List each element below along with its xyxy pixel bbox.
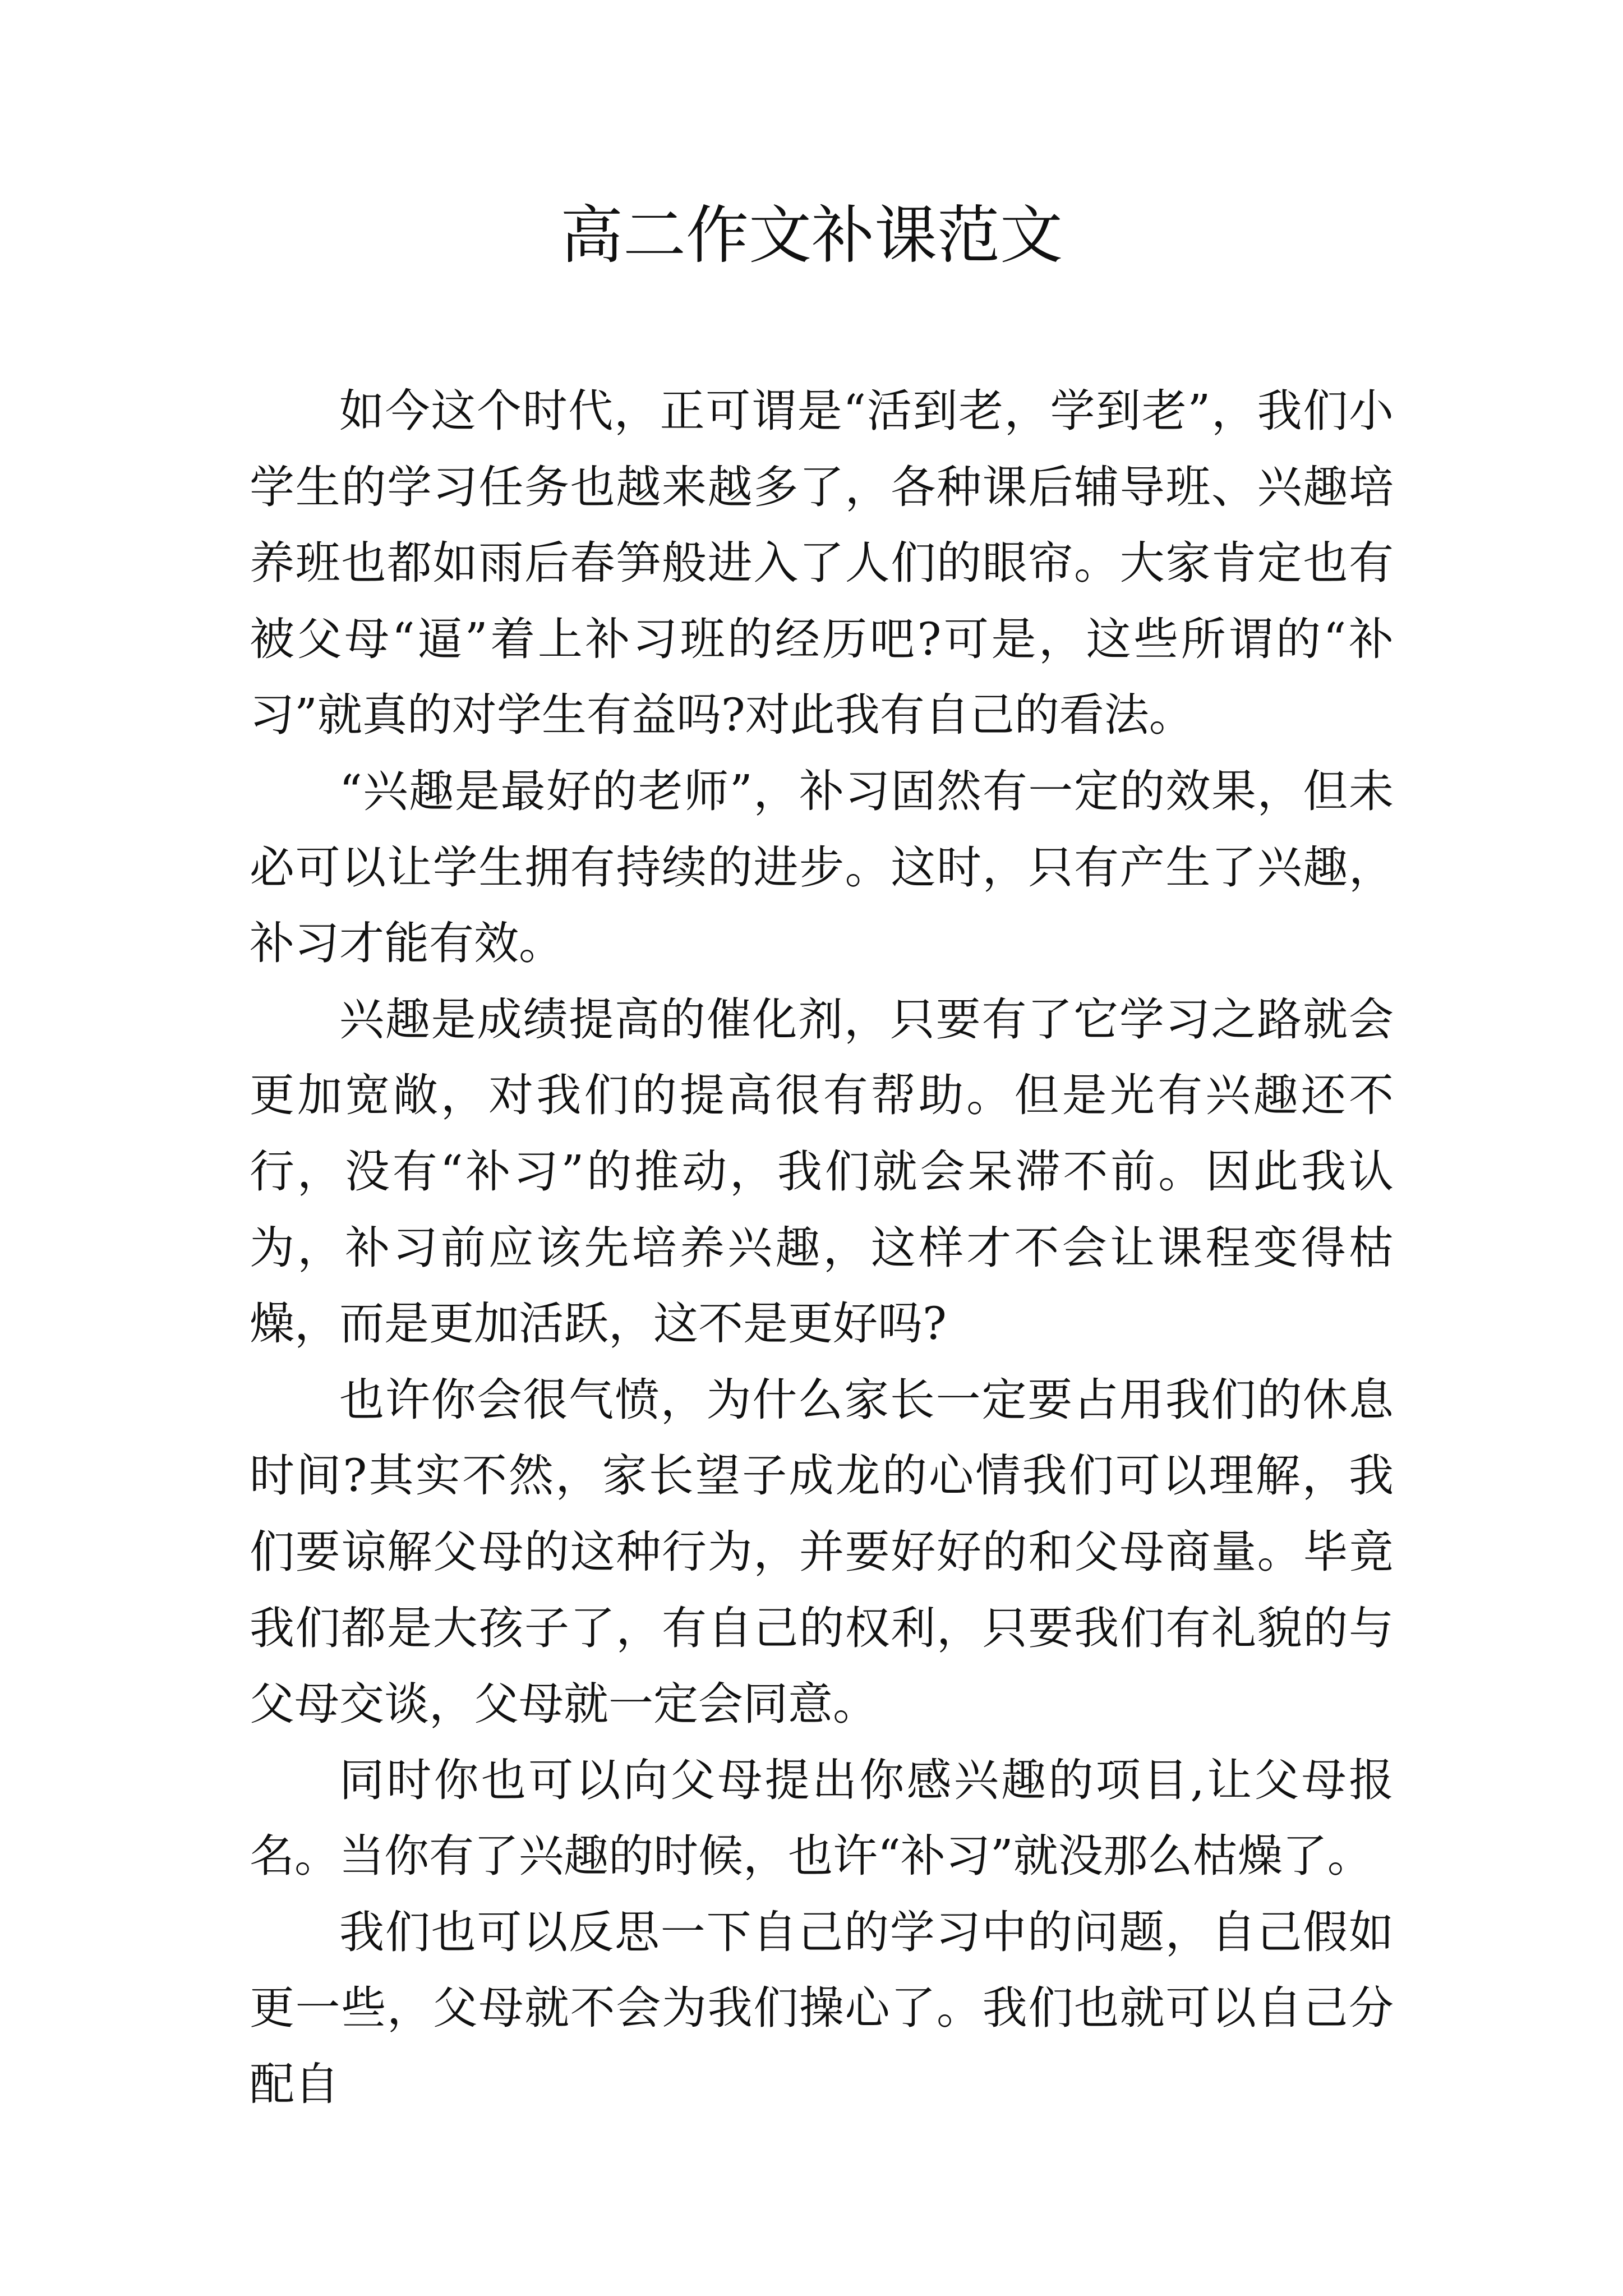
paragraph-2: “兴趣是最好的老师”，补习固然有一定的效果，但未必可以让学生拥有持续的进步。这时，只有产生了兴趣，补习才能有效。	[250, 765, 1394, 970]
paragraph-3: 兴趣是成绩提高的催化剂，只要有了它学习之路就会更加宽敞，对我们的提高很有帮助。但是光有兴趣还不行，没有“补习”的推动，我们就会呆滞不前。因此我认为，补习前应该先培养兴趣，这样才不会让课程变得枯燥，而是更加活跃，这不是更好吗?	[250, 993, 1394, 1350]
document-body	[250, 373, 1394, 2123]
paragraph-5: 同时你也可以向父母提出你感兴趣的项目,让父母报名。当你有了兴趣的时候，也许“补习”就没那么枯燥了。	[250, 1754, 1394, 1883]
paragraph-6: 我们也可以反思一下自己的学习中的问题，自己假如更一些，父母就不会为我们操心了。我们也就可以自己分配自	[250, 1906, 1394, 2111]
document-title: 高二作文补课范文	[560, 199, 1063, 272]
paragraph-1: 如今这个时代，正可谓是“活到老，学到老”，我们小学生的学习任务也越来越多了，各种课后辅导班、兴趣培养班也都如雨后春笋般进入了人们的眼帘。大家肯定也有被父母“逼”着上补习班的经历吧?可是，这些所谓的“补习”就真的对学生有益吗?对此我有自己的看法。	[250, 385, 1394, 742]
paragraph-4: 也许你会很气愤，为什么家长一定要占用我们的休息时间?其实不然，家长望子成龙的心情我们可以理解，我们要谅解父母的这种行为，并要好好的和父母商量。毕竟我们都是大孩子了，有自己的权利，只要我们有礼貌的与父母交谈，父母就一定会同意。	[250, 1373, 1394, 1731]
